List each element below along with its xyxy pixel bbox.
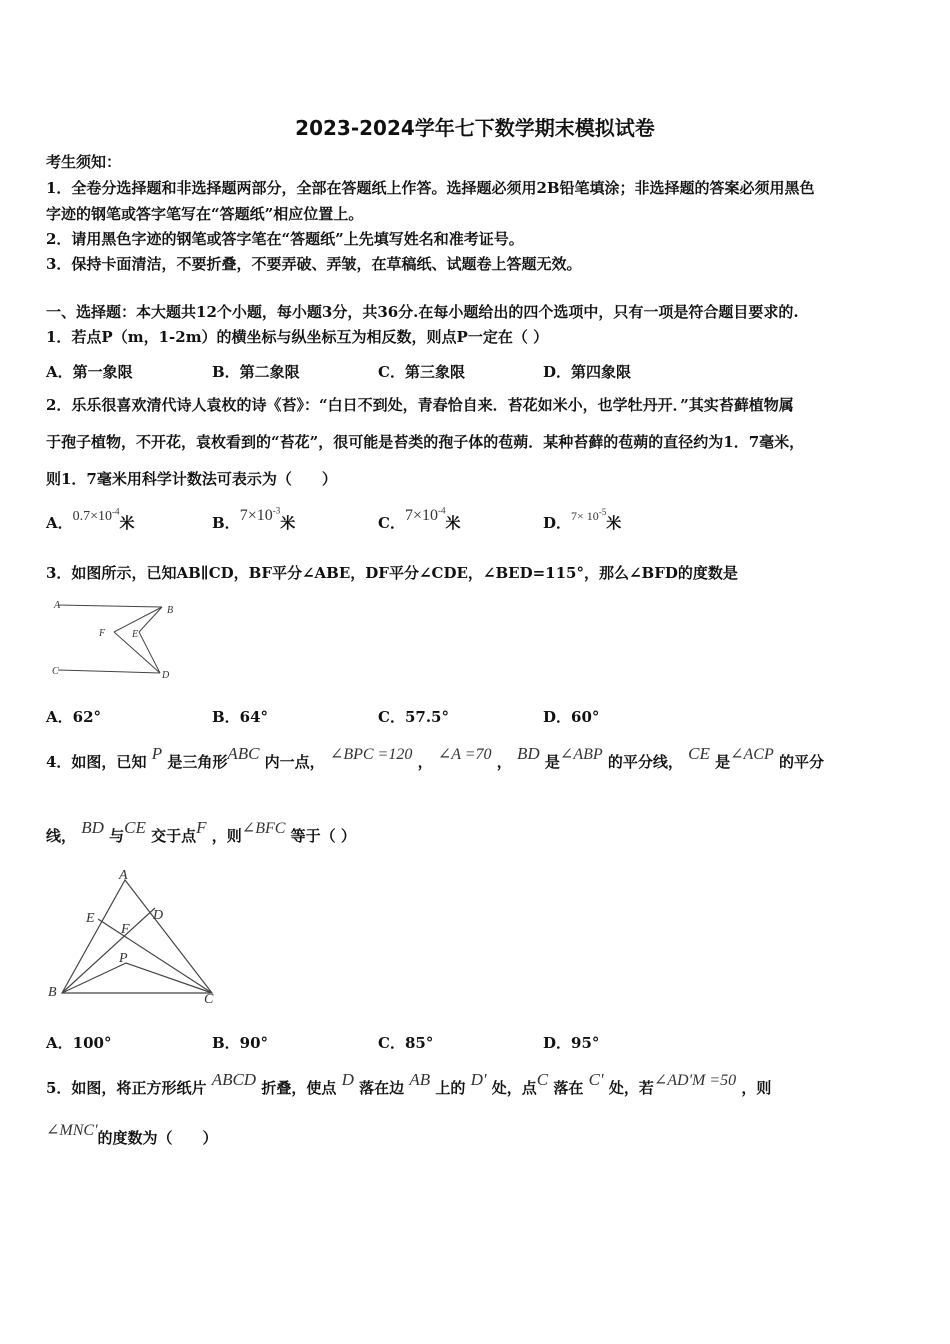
q4-label-f: F xyxy=(121,922,130,937)
q4-line-pc xyxy=(126,963,212,993)
q2-line-1: 2．乐乐很喜欢清代诗人袁枚的诗《苔》：“白日不到处，青春恰自来．苔花如米小，也学牡丹开．”其实苔藓植物属 xyxy=(46,396,794,414)
q3-line-cd xyxy=(58,670,160,673)
q4-label-p: P xyxy=(119,951,128,966)
q1-option-d: D．第四象限 xyxy=(543,363,632,381)
q1-option-a: A．第一象限 xyxy=(46,363,133,381)
q3-line-be xyxy=(139,607,162,632)
notice-heading: 考生须知： xyxy=(46,153,122,171)
section-heading: 一、选择题：本大题共12个小题，每小题3分，共36分.在每小题给出的四个选项中，只有一项是符合题目要求的. xyxy=(46,303,799,321)
q2-line-3: 则1．7毫米用科学计数法可表示为（ ） xyxy=(46,470,337,488)
notice-line-2: 字迹的钢笔或答字笔写在“答题纸”相应位置上。 xyxy=(46,205,364,223)
q3-label-b: B xyxy=(167,605,174,616)
q3-option-d: D．60° xyxy=(543,708,600,726)
q4-line-bp xyxy=(62,963,126,993)
q3-label-e: E xyxy=(132,629,139,640)
q2-option-b-math: $7\times 10^{-3}$ xyxy=(239,505,281,524)
q4-option-a: A．100° xyxy=(46,1034,112,1052)
q3-option-c: C．57.5° xyxy=(378,708,449,726)
q3-label-c: C xyxy=(52,666,59,677)
q3-label-a: A xyxy=(54,600,61,611)
q2-line-2: 于孢子植物，不开花，袁枚看到的“苔花”，很可能是苔类的孢子体的苞蒴．某种苔藓的苞蒴的直径约为1．7毫米， xyxy=(46,433,805,451)
q4-label-a: A xyxy=(119,868,128,883)
exam-title: 2023-2024学年七下数学期末模拟试卷 xyxy=(295,116,655,140)
q4-stem-line-1: 4．如图，已知 P 是三角形ABC 内一点， ∠BPC =120 ， ∠A =70 ， BD 是∠ABP 的平分线， CE 是∠ACP 的平分 xyxy=(46,744,824,771)
q4-option-b: B．90° xyxy=(212,1034,269,1052)
q1-option-b: B．第二象限 xyxy=(212,363,300,381)
q4-label-d: D xyxy=(153,908,164,923)
q4-line-bd xyxy=(62,908,155,993)
q3-label-d: D xyxy=(162,670,170,681)
q3-option-b: B．64° xyxy=(212,708,269,726)
q4-option-d: D．95° xyxy=(543,1034,600,1052)
q3-option-a: A．62° xyxy=(46,708,102,726)
q3-line-ed xyxy=(139,632,160,673)
q5-stem-line-2: ∠MNC'的度数为（ ） xyxy=(46,1122,218,1147)
notice-line-3: 2．请用黑色字迹的钢笔或答字笔在“答题纸”上先填写姓名和准考证号。 xyxy=(46,230,524,248)
notice-line-4: 3．保持卡面清洁，不要折叠，不要弄破、弄皱，在草稿纸、试题卷上答题无效。 xyxy=(46,255,582,273)
q4-label-e: E xyxy=(86,911,95,926)
q2-option-d: D．$^{7\times 10^{-5}}$米 xyxy=(543,507,622,532)
q4-label-b: B xyxy=(48,985,57,1000)
q2-option-d-math: 7× 10-5 xyxy=(571,507,607,523)
q2-option-c-math: $7\times 10^{-4}$ xyxy=(404,505,446,524)
q3-figure xyxy=(46,594,186,686)
q4-label-c: C xyxy=(204,992,214,1006)
q4-triangle-abc xyxy=(62,880,212,993)
q2-option-c: C．$7\times 10^{-4}$米 xyxy=(378,505,461,532)
q5-stem-line-1: 5．如图，将正方形纸片 ABCD 折叠，使点 D 落在边 AB 上的 D' 处，点C 落在 C' 处，若∠AD'M =50 ，则 xyxy=(46,1070,772,1097)
q2-option-a-math: $0.7\times 10^{-4}$ xyxy=(72,506,120,524)
q2-option-b: B．$7\times 10^{-3}$米 xyxy=(212,505,296,532)
q3-label-f: F xyxy=(99,628,106,639)
q4-line-ce xyxy=(98,919,212,993)
q4-stem-line-2: 线， BD 与CE 交于点F ，则∠BFC 等于（ ） xyxy=(46,818,356,845)
q3-stem: 3．如图所示，已知AB∥CD，BF平分∠ABE，DF平分∠CDE，∠BED=115°，那么∠BFD的度数是 xyxy=(46,564,738,582)
q1-option-c: C．第三象限 xyxy=(378,363,465,381)
q3-line-ab xyxy=(58,605,162,607)
notice-line-1: 1．全卷分选择题和非选择题两部分，全部在答题纸上作答。选择题必须用2B铅笔填涂；非选择题的答案必须用黑色 xyxy=(46,179,815,197)
q4-figure xyxy=(46,866,226,1006)
q2-option-a: A．$0.7\times 10^{-4}$米 xyxy=(46,506,135,532)
q1-stem: 1．若点P（m，1-2m）的横坐标与纵坐标互为相反数，则点P一定在（ ） xyxy=(46,328,549,346)
q4-option-c: C．85° xyxy=(378,1034,434,1052)
